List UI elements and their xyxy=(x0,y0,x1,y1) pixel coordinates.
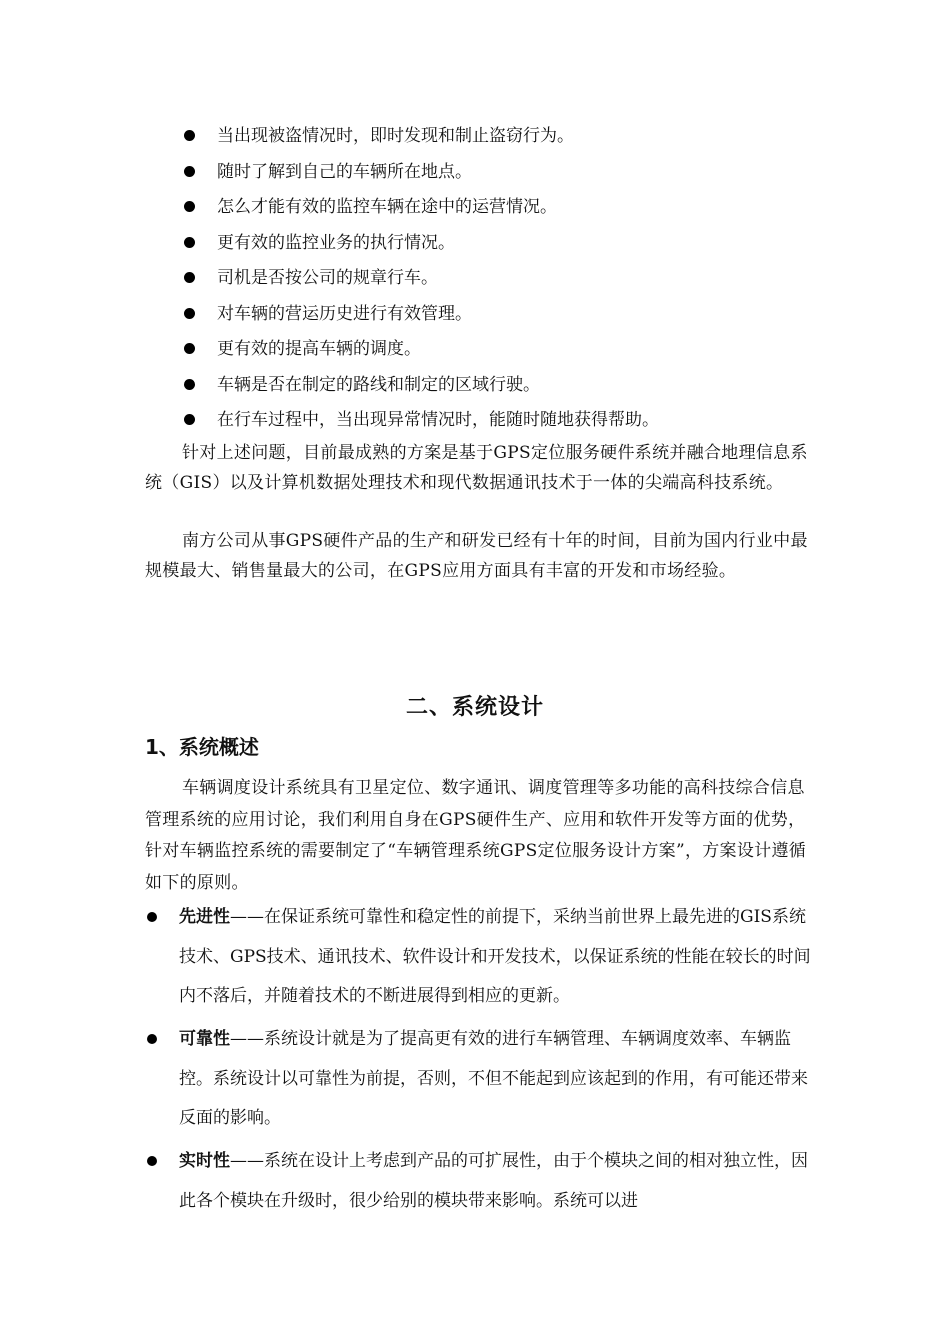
principle-text: ——系统设计就是为了提高更有效的进行车辆管理、车辆调度效率、车辆监控。系统设计以可靠性为前提，否则，不但不能起到应该起到的作用，有可能还带来反面的影响。 xyxy=(179,1029,808,1128)
principle-text: ——在保证系统可靠性和稳定性的前提下，采纳当前世界上最先进的GIS系统技术、GPS技术、通讯技术、软件设计和开发技术，以保证系统的性能在较长的时间内不落后，并随着技术的不断进展得到相应的更新。 xyxy=(179,907,811,1006)
bullet-icon xyxy=(184,343,195,354)
solution-paragraph: 针对上述问题，目前最成熟的方案是基于GPS定位服务硬件系统并融合地理信息系统（GIS）以及计算机数据处理技术和现代数据通讯技术于一体的尖端高科技系统。 xyxy=(145,443,808,493)
bullet-icon xyxy=(184,272,195,283)
principle-item-realtime xyxy=(145,1142,815,1221)
principle-term: 可靠性 xyxy=(179,1029,230,1049)
list-item xyxy=(180,337,659,373)
principle-term: 实时性 xyxy=(179,1151,230,1171)
bullet-icon xyxy=(184,130,195,141)
list-item xyxy=(180,373,659,409)
bullet-icon xyxy=(147,1156,157,1166)
requirement-bullet-list xyxy=(180,124,659,444)
bullet-icon xyxy=(184,414,195,425)
list-item-text: 更有效的监控业务的执行情况。 xyxy=(217,232,455,253)
list-item xyxy=(180,266,659,302)
bullet-icon xyxy=(184,166,195,177)
bullet-icon xyxy=(147,912,157,922)
list-item-text: 司机是否按公司的规章行车。 xyxy=(217,268,438,288)
bullet-icon xyxy=(184,308,195,319)
principle-item-reliability xyxy=(145,1020,815,1139)
list-item xyxy=(180,124,659,160)
list-item-text: 对车辆的营运历史进行有效管理。 xyxy=(217,303,472,324)
principle-text: ——系统在设计上考虑到产品的可扩展性，由于个模块之间的相对独立性，因此各个模块在升级时，很少给别的模块带来影响。系统可以进 xyxy=(179,1151,808,1211)
list-item xyxy=(180,195,659,231)
list-item-text: 在行车过程中，当出现异常情况时，能随时随地获得帮助。 xyxy=(217,410,659,430)
section-heading: 二、系统设计 xyxy=(405,695,544,720)
bullet-icon xyxy=(147,1034,157,1044)
list-item xyxy=(180,231,659,267)
list-item-text: 更有效的提高车辆的调度。 xyxy=(217,339,421,359)
principle-item-advanced xyxy=(145,898,815,1017)
overview-paragraph: 车辆调度设计系统具有卫星定位、数字通讯、调度管理等多功能的高科技综合信息管理系统的应用讨论，我们利用自身在GPS硬件生产、应用和软件开发等方面的优势，针对车辆监控系统的需要制定了“车辆管理系统GPS定位服务设计方案”，方案设计遵循如下的原则。 xyxy=(145,778,807,893)
bullet-icon xyxy=(184,379,195,390)
list-item xyxy=(180,160,659,196)
bullet-icon xyxy=(184,201,195,212)
principle-term: 先进性 xyxy=(179,907,230,927)
list-item-text: 怎么才能有效的监控车辆在途中的运营情况。 xyxy=(217,197,557,217)
company-paragraph: 南方公司从事GPS硬件产品的生产和研发已经有十年的时间，目前为国内行业中最规模最大、销售量最大的公司，在GPS应用方面具有丰富的开发和市场经验。 xyxy=(145,531,808,581)
list-item-text: 随时了解到自己的车辆所在地点。 xyxy=(217,161,472,182)
list-item-text: 车辆是否在制定的路线和制定的区域行驶。 xyxy=(217,374,540,395)
list-item-text: 当出现被盗情况时，即时发现和制止盗窃行为。 xyxy=(217,126,574,146)
bullet-icon xyxy=(184,237,195,248)
sub-heading: 1、系统概述 xyxy=(145,735,259,759)
list-item xyxy=(180,302,659,338)
